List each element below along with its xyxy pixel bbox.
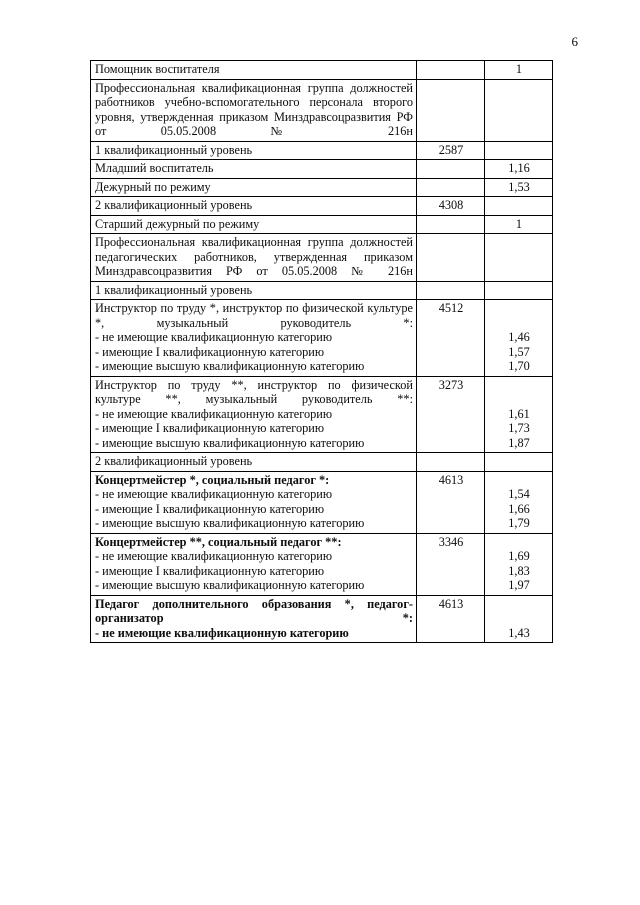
position-title: Педагог дополнительного образования *, педагог-организатор *: bbox=[95, 596, 413, 625]
group-description: Профессиональная квалификационная группа должностей работников учебно-вспомогательного персонала второго уровня, утвержденная приказом Минздравсоцразвития РФ от 05.05.2008 № 216н bbox=[91, 79, 417, 141]
page-number: 6 bbox=[571, 34, 578, 49]
coefficient-value: 1,97 bbox=[508, 578, 530, 592]
position-subitem: - не имеющие квалификационную категорию bbox=[95, 330, 333, 344]
coefficient-value: 1,46 bbox=[508, 330, 530, 344]
table-row bbox=[91, 281, 553, 300]
base-salary bbox=[417, 453, 485, 472]
position-subitem: - имеющие высшую квалификационную категорию bbox=[95, 435, 365, 450]
table-row bbox=[91, 197, 553, 216]
position-subitem: - имеющие высшую квалификационную категорию bbox=[95, 516, 365, 530]
base-salary: 4613 bbox=[417, 595, 485, 643]
coefficient-list bbox=[485, 533, 553, 595]
table-row bbox=[91, 234, 553, 282]
base-salary: 4308 bbox=[417, 197, 485, 216]
coefficient-list bbox=[485, 471, 553, 533]
position-subitem: - не имеющие квалификационную категорию bbox=[95, 549, 333, 563]
coefficient-value: 1,73 bbox=[508, 421, 530, 435]
group-description: Профессиональная квалификационная группа должностей педагогических работников, утвержденная приказом Минздравсоцразвития РФ от 05.05.2008 № 216н bbox=[91, 234, 417, 282]
table-row bbox=[91, 376, 553, 453]
coefficient bbox=[485, 234, 553, 282]
position-block bbox=[91, 300, 417, 377]
position-name: Дежурный по режиму bbox=[91, 178, 417, 197]
position-subitem: - имеющие высшую квалификационную категорию bbox=[95, 359, 365, 373]
base-salary: 4613 bbox=[417, 471, 485, 533]
salary-coefficients-table bbox=[90, 60, 553, 643]
coefficient bbox=[485, 281, 553, 300]
position-subitem: - не имеющие квалификационную категорию bbox=[95, 625, 349, 640]
table-row bbox=[91, 178, 553, 197]
coefficient-value: 1,61 bbox=[508, 406, 530, 421]
base-salary bbox=[417, 160, 485, 179]
base-salary bbox=[417, 79, 485, 141]
coefficient-list bbox=[485, 595, 553, 643]
table-row bbox=[91, 79, 553, 141]
table-row bbox=[91, 595, 553, 643]
position-subitem: - имеющие высшую квалификационную категорию bbox=[95, 578, 365, 592]
coefficient bbox=[485, 79, 553, 141]
table-row bbox=[91, 453, 553, 472]
table-row bbox=[91, 61, 553, 80]
position-name: Младший воспитатель bbox=[91, 160, 417, 179]
position-subitem: - имеющие I квалификационную категорию bbox=[95, 563, 325, 578]
coefficient: 1,16 bbox=[485, 160, 553, 179]
position-subitem: - не имеющие квалификационную категорию bbox=[95, 487, 333, 501]
position-title: Инструктор по труду *, инструктор по физической культуре *, музыкальный руководитель *: bbox=[95, 301, 413, 330]
qualification-level: 2 квалификационный уровень bbox=[91, 453, 417, 472]
coefficient: 1,53 bbox=[485, 178, 553, 197]
base-salary: 3273 bbox=[417, 376, 485, 453]
coefficient-value: 1,43 bbox=[508, 625, 530, 640]
base-salary bbox=[417, 281, 485, 300]
coefficient-value: 1,79 bbox=[508, 516, 530, 530]
coefficient-value: 1,87 bbox=[508, 435, 530, 450]
position-name: Старший дежурный по режиму bbox=[91, 215, 417, 234]
position-title: Концертмейстер **, социальный педагог **: bbox=[95, 534, 342, 549]
base-salary: 3346 bbox=[417, 533, 485, 595]
base-salary bbox=[417, 178, 485, 197]
position-block bbox=[91, 533, 417, 595]
coefficient bbox=[485, 453, 553, 472]
coefficient-value: 1,69 bbox=[508, 549, 530, 563]
base-salary bbox=[417, 61, 485, 80]
base-salary bbox=[417, 215, 485, 234]
position-title: Концертмейстер *, социальный педагог *: bbox=[95, 472, 330, 487]
table-body bbox=[91, 61, 553, 643]
coefficient-value: 1,54 bbox=[508, 487, 530, 501]
position-subitem: - имеющие I квалификационную категорию bbox=[95, 344, 325, 359]
qualification-level: 1 квалификационный уровень bbox=[91, 281, 417, 300]
base-salary: 4512 bbox=[417, 300, 485, 377]
coefficient: 1 bbox=[485, 61, 553, 80]
position-block bbox=[91, 595, 417, 643]
coefficient bbox=[485, 197, 553, 216]
base-salary bbox=[417, 234, 485, 282]
table-row bbox=[91, 300, 553, 377]
coefficient-list bbox=[485, 300, 553, 377]
position-subitem: - имеющие I квалификационную категорию bbox=[95, 501, 325, 516]
coefficient: 1 bbox=[485, 215, 553, 234]
coefficient-value: 1,66 bbox=[508, 501, 530, 516]
position-block bbox=[91, 376, 417, 453]
qualification-level: 2 квалификационный уровень bbox=[91, 197, 417, 216]
position-subitem: - имеющие I квалификационную категорию bbox=[95, 421, 325, 435]
base-salary: 2587 bbox=[417, 141, 485, 160]
coefficient bbox=[485, 141, 553, 160]
coefficient-value: 1,57 bbox=[508, 344, 530, 359]
position-name: Помощник воспитателя bbox=[91, 61, 417, 80]
table-row bbox=[91, 533, 553, 595]
position-subitem: - не имеющие квалификационную категорию bbox=[95, 406, 333, 421]
table-row bbox=[91, 471, 553, 533]
position-title: Инструктор по труду **, инструктор по физической культуре **, музыкальный руководитель **: bbox=[95, 377, 413, 406]
qualification-level: 1 квалификационный уровень bbox=[91, 141, 417, 160]
coefficient-value: 1,83 bbox=[508, 563, 530, 578]
table-row bbox=[91, 141, 553, 160]
position-block bbox=[91, 471, 417, 533]
coefficient-value: 1,70 bbox=[508, 359, 530, 373]
table-row bbox=[91, 160, 553, 179]
coefficient-list bbox=[485, 376, 553, 453]
table-row bbox=[91, 215, 553, 234]
